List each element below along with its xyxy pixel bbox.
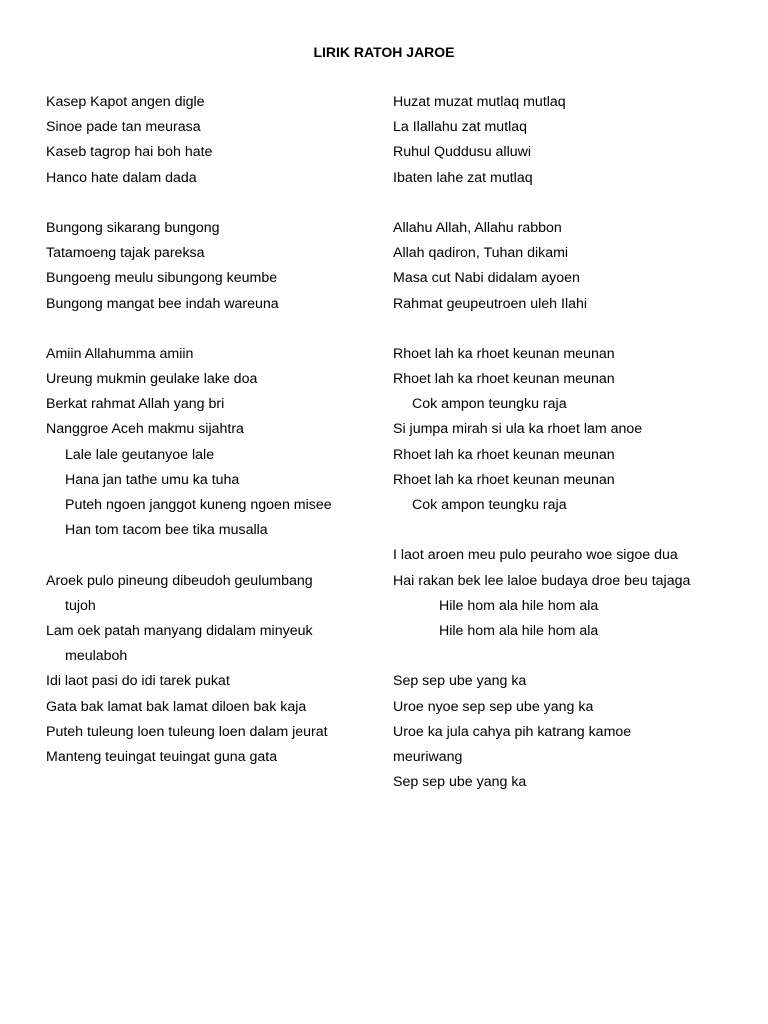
lyric-line: Rhoet lah ka rhoet keunan meunan <box>393 371 615 388</box>
lyric-line: Rhoet lah ka rhoet keunan meunan <box>393 345 615 362</box>
lyric-line: Sep sep ube yang ka <box>393 673 527 690</box>
lyric-line: Huzat muzat mutlaq mutlaq <box>393 94 566 110</box>
lyric-line: meulaboh <box>65 648 128 665</box>
lyric-line: Hai rakan bek lee laloe budaya droe beu tajaga <box>393 572 691 589</box>
lyric-line: Sinoe pade tan meurasa <box>46 119 201 136</box>
lyric-line: Ibaten lahe zat mutlaq <box>393 169 533 186</box>
stanza-break <box>393 317 733 342</box>
lyric-line: Lale lale geutanyoe lale <box>65 446 215 463</box>
lyrics-left-column <box>46 90 376 770</box>
lyric-line: Uroe nyoe sep sep ube yang ka <box>393 698 594 715</box>
lyric-line: Puteh tuleung loen tuleung loen dalam jeurat <box>46 723 328 740</box>
lyric-line: Allahu Allah, Allahu rabbon <box>393 219 562 236</box>
lyric-line: Sep sep ube yang ka <box>393 774 527 791</box>
lyric-line: Bungoeng meulu sibungong keumbe <box>46 270 278 287</box>
lyric-line: Cok ampon teungku raja <box>412 396 567 413</box>
lyric-line: Kaseb tagrop hai boh hate <box>46 144 213 161</box>
stanza-break <box>393 191 733 216</box>
lyric-line: Lam oek patah manyang didalam minyeuk <box>46 622 313 639</box>
lyric-line: Rhoet lah ka rhoet keunan meunan <box>393 446 615 463</box>
lyric-line: Han tom tacom bee tika musalla <box>65 522 268 539</box>
lyric-line: Kasep Kapot angen digle <box>46 94 205 110</box>
lyric-line: Ruhul Quddusu alluwi <box>393 144 532 161</box>
lyric-line: Tatamoeng tajak pareksa <box>46 245 205 262</box>
stanza-break <box>46 543 376 568</box>
lyric-line: Amiin Allahumma amiin <box>46 345 194 362</box>
lyric-line: Rahmat geupeutroen uleh Ilahi <box>393 295 588 312</box>
lyric-line: meuriwang <box>393 748 463 765</box>
lyric-line: Manteng teuingat teuingat guna gata <box>46 748 278 765</box>
lyric-line: Puteh ngoen janggot kuneng ngoen misee <box>65 497 332 513</box>
lyric-line: Bungong sikarang bungong <box>46 219 220 236</box>
lyric-line: Hile hom ala hile hom ala <box>439 622 599 639</box>
stanza-break <box>393 518 733 543</box>
stanza-break <box>393 644 733 669</box>
lyrics-right-column <box>393 90 733 795</box>
lyric-line: Idi laot pasi do idi tarek pukat <box>46 673 230 690</box>
lyric-line: Bungong mangat bee indah wareuna <box>46 295 279 312</box>
lyric-line: Rhoet lah ka rhoet keunan meunan <box>393 471 615 488</box>
lyric-line: Allah qadiron, Tuhan dikami <box>393 245 569 262</box>
lyric-line: Hile hom ala hile hom ala <box>439 597 599 614</box>
lyric-line: Hanco hate dalam dada <box>46 169 197 186</box>
lyric-line: La Ilallahu zat mutlaq <box>393 119 528 136</box>
lyric-line: Berkat rahmat Allah yang bri <box>46 396 225 413</box>
lyric-line: Gata bak lamat bak lamat diloen bak kaja <box>46 698 307 715</box>
lyric-line: tujoh <box>65 597 96 614</box>
lyric-line: Hana jan tathe umu ka tuha <box>65 471 240 488</box>
lyric-line: Uroe ka jula cahya pih katrang kamoe <box>393 723 632 740</box>
stanza-break <box>46 317 376 342</box>
lyric-line: Masa cut Nabi didalam ayoen <box>393 270 580 287</box>
lyric-line: I laot aroen meu pulo peuraho woe sigoe dua <box>393 547 678 564</box>
lyric-line: Cok ampon teungku raja <box>412 497 567 513</box>
lyric-line: Si jumpa mirah si ula ka rhoet lam anoe <box>393 421 643 438</box>
stanza-break <box>46 191 376 216</box>
lyric-line: Ureung mukmin geulake lake doa <box>46 371 258 388</box>
lyric-line: Aroek pulo pineung dibeudoh geulumbang <box>46 572 313 589</box>
lyric-line: Nanggroe Aceh makmu sijahtra <box>46 421 244 438</box>
document-title: LIRIK RATOH JAROE <box>313 44 455 60</box>
